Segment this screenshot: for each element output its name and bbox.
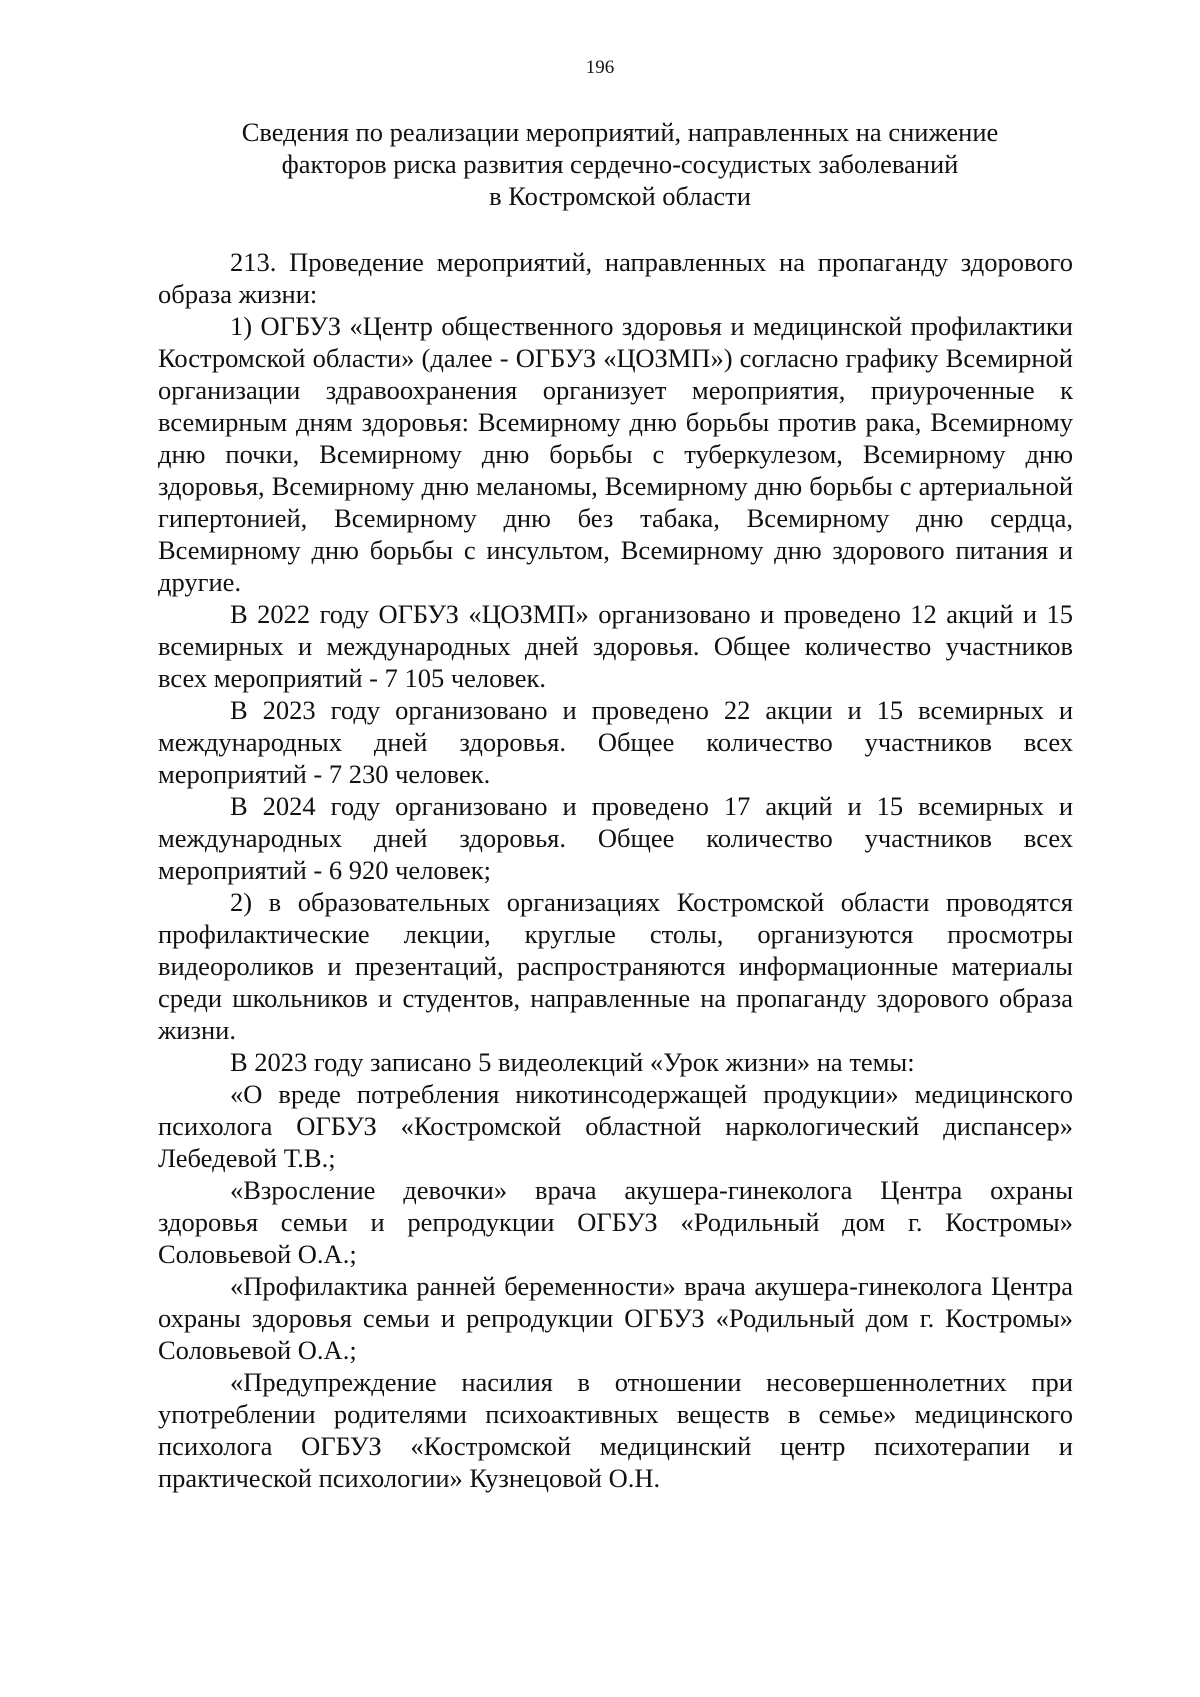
title-line: в Костромской области — [489, 181, 751, 211]
paragraph-2024: В 2024 году организовано и проведено 17 акций и 15 всемирных и международных дней здоровья. Общее количество участников всех мероприятий - 6 920 человек; — [158, 791, 1073, 885]
lecture-item: «Предупреждение насилия в отношении несовершеннолетних при употреблении родителями психоактивных веществ в семье» медицинского психолога ОГБУЗ «Костромской медицинский центр психотерапии и практической психологии» Кузнецовой О.Н. — [158, 1367, 1073, 1493]
paragraph-item-1: 1) ОГБУЗ «Центр общественного здоровья и медицинской профилактики Костромской области» (далее - ОГБУЗ «ЦОЗМП») согласно графику Всемирной организации здравоохранения организует мероприятия, приуроченные к всемирным дням здоровья: Всемирному дню борьбы против рака, Всемирному дню почки, Всемирному дню борьбы с туберкулезом, Всемирному дню здоровья, Всемирному дню меланомы, Всемирному дню борьбы с артериальной гипертонией, Всемирному дню без табака, Всемирному дню сердца, Всемирному дню борьбы с инсультом, Всемирному дню здорового питания и другие. — [158, 311, 1073, 597]
document-title — [160, 116, 1080, 212]
lecture-item: «Взросление девочки» врача акушера-гинеколога Центра охраны здоровья семьи и репродукции ОГБУЗ «Родильный дом г. Костромы» Соловьевой О.А.; — [158, 1175, 1073, 1269]
paragraph-2023: В 2023 году организовано и проведено 22 акции и 15 всемирных и международных дней здоровья. Общее количество участников всех мероприятий - 7 230 человек. — [158, 695, 1073, 789]
paragraph-item-2: 2) в образовательных организациях Костромской области проводятся профилактические лекции, круглые столы, организуются просмотры видеороликов и презентаций, распространяются информационные материалы среди школьников и студентов, направленные на пропаганду здорового образа жизни. — [158, 887, 1073, 1045]
lecture-item: «О вреде потребления никотинсодержащей продукции» медицинского психолога ОГБУЗ «Костромской областной наркологический диспансер» Лебедевой Т.В.; — [158, 1079, 1073, 1173]
lecture-item: «Профилактика ранней беременности» врача акушера-гинеколога Центра охраны здоровья семьи и репродукции ОГБУЗ «Родильный дом г. Костромы» Соловьевой О.А.; — [158, 1271, 1073, 1365]
page-number: 196 — [585, 57, 615, 78]
paragraph-video-lectures: В 2023 году записано 5 видеолекций «Урок жизни» на темы: — [230, 1047, 915, 1077]
title-line: Сведения по реализации мероприятий, направленных на снижение — [241, 117, 999, 147]
title-line: факторов риска развития сердечно-сосудистых заболеваний — [281, 149, 959, 179]
paragraph-213: 213. Проведение мероприятий, направленных на пропаганду здорового образа жизни: — [158, 247, 1073, 309]
paragraph-2022: В 2022 году ОГБУЗ «ЦОЗМП» организовано и проведено 12 акций и 15 всемирных и международных дней здоровья. Общее количество участников всех мероприятий - 7 105 человек. — [158, 599, 1073, 693]
document-body — [158, 246, 1073, 1494]
